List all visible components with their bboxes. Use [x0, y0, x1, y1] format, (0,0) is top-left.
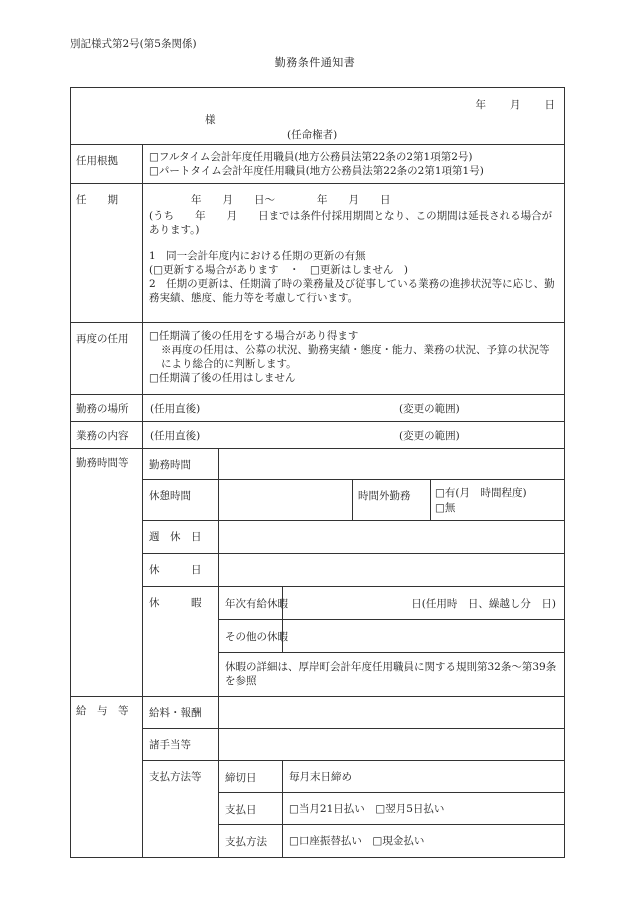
reappointment-none-option: □任期満了後の任用はしません: [149, 372, 296, 384]
duties-label: 業務の内容: [76, 430, 129, 442]
document-title: 勤務条件通知書: [274, 56, 356, 69]
renewal-title: 1 同一会計年度内における任期の更新の有無: [149, 250, 366, 262]
appointment-basis-label: 任用根拠: [76, 155, 118, 167]
duties-row: [71, 421, 564, 448]
duties-initial: (任用直後): [150, 430, 201, 442]
other-leave-row: [219, 619, 564, 652]
basis-fulltime-option: □フルタイム会計年度任用職員(地方公務員法第22条の2第1項第2号): [149, 151, 473, 163]
allowances-label: 諸手当等: [149, 739, 191, 751]
annual-leave-row: [219, 587, 564, 619]
annual-leave-days: 日(任用時 日、繰越し分 日): [411, 598, 556, 610]
work-time-label: 勤務時間: [149, 459, 191, 471]
basis-parttime-option: □パートタイム会計年度任用職員(地方公務員法第22条の2第1項第1号): [149, 165, 484, 177]
weekly-off-label: 週 休 日: [149, 531, 202, 543]
header-block: [71, 88, 564, 144]
overtime-no-option: □無: [435, 502, 456, 514]
leave-detail-row: [219, 652, 564, 699]
payment-method-label: 支払方法: [225, 836, 267, 848]
payment-row: [143, 760, 564, 857]
annual-leave-label: 年次有給休暇: [225, 598, 288, 610]
work-time-row: [143, 449, 564, 479]
cutoff-label: 締切日: [225, 772, 257, 784]
payday-label: 支払日: [225, 804, 257, 816]
working-hours-row: [71, 448, 564, 696]
payday-row: [219, 792, 564, 824]
renewal-criteria: 2 任期の更新は、任期満了時の業務量及び従事している業務の進捗状況等に応じ、勤務実績、態度、能力等を考慮して行います。: [149, 278, 555, 304]
issue-date: 年 月 日: [475, 99, 556, 111]
payday-value: □当月21日払い □翌月5日払い: [289, 803, 445, 815]
payment-label: 支払方法等: [149, 771, 202, 783]
pay-row: [71, 696, 564, 857]
holidays-row: [143, 553, 564, 586]
term-label: 任 期: [76, 194, 118, 206]
probation-note: (うち 年 月 日までは条件付採用期間となり、この期間は延長される場合があります。): [149, 210, 553, 236]
reappointment-label: 再度の任用: [76, 333, 129, 345]
reappointment-possible-option: □任期満了後の任用をする場合があり得ます: [149, 330, 359, 342]
addressee-suffix: 様: [205, 114, 216, 126]
cutoff-value: 毎月末日締め: [289, 771, 352, 783]
appointment-basis-row: [71, 144, 564, 183]
notice-table: [70, 87, 565, 858]
workplace-initial: (任用直後): [150, 403, 201, 415]
pay-label: 給 与 等: [76, 705, 129, 717]
payment-method-value: □口座振替払い □現金払い: [289, 835, 425, 847]
cutoff-row: [219, 761, 564, 792]
leave-label: 休 暇: [149, 597, 202, 609]
break-time-label: 休憩時間: [149, 490, 191, 502]
duties-change-range: (変更の範囲): [399, 430, 460, 442]
form-number: 別記様式第2号(第5条関係): [70, 38, 197, 50]
working-hours-label: 勤務時間等: [76, 457, 129, 469]
workplace-change-range: (変更の範囲): [399, 403, 460, 415]
overtime-yes-option: □有(月 時間程度): [435, 487, 527, 499]
renewal-options: (□更新する場合があります ・ □更新はしません ): [149, 264, 409, 276]
term-period: 年 月 日～ 年 月 日: [191, 194, 391, 206]
appointer: (任命権者): [287, 129, 338, 141]
leave-detail-note: 休暇の詳細は、厚岸町会計年度任用職員に関する規則第32条～第39条を参照: [225, 661, 557, 687]
workplace-row: [71, 394, 564, 421]
other-leave-label: その他の休暇: [225, 631, 288, 643]
salary-label: 給料・報酬: [149, 707, 202, 719]
weekly-off-row: [143, 520, 564, 553]
reappointment-note: ※再度の任用は、公募の状況、勤務実績・態度・能力、業務の状況、予算の状況等により総合的に判断します。: [161, 344, 550, 370]
workplace-label: 勤務の場所: [76, 403, 129, 415]
payment-method-row: [219, 824, 564, 857]
break-time-row: [143, 479, 564, 520]
holidays-label: 休 日: [149, 564, 202, 576]
salary-row: [143, 697, 564, 728]
leave-row: [143, 586, 564, 698]
allowances-row: [143, 728, 564, 760]
term-row: [71, 183, 564, 322]
overtime-label: 時間外勤務: [358, 490, 411, 502]
reappointment-row: [71, 322, 564, 394]
